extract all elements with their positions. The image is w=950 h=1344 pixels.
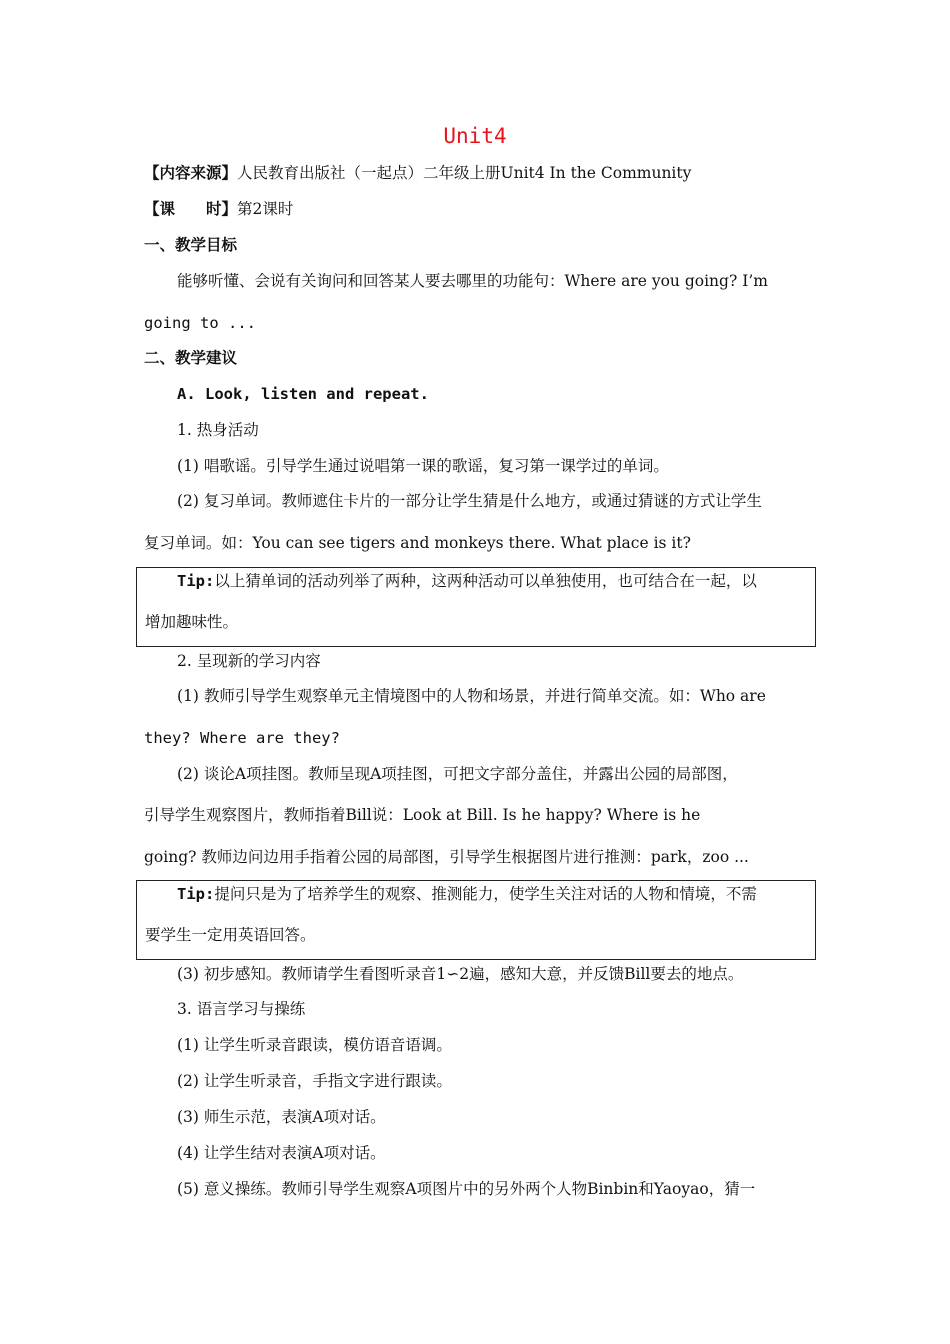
step2-item2-line2: 引导学生观察图片，教师指着Bill说：Look at Bill. Is he happy? Where is he <box>144 806 701 824</box>
period-line <box>144 199 293 219</box>
period-label: 【课 时】 <box>144 199 238 218</box>
source-label: 【内容来源】 <box>144 163 238 182</box>
tip2-line2: 要学生一定用英语回答。 <box>145 926 316 944</box>
tip1-line1 <box>177 571 757 591</box>
step3-title: 3. 语言学习与操练 <box>177 1000 306 1018</box>
period-text: 第2课时 <box>237 200 294 218</box>
tip2-label: Tip: <box>177 885 215 903</box>
step3-item4: (4) 让学生结对表演A项对话。 <box>177 1144 386 1162</box>
step3-item1: (1) 让学生听录音跟读，模仿语音语调。 <box>177 1036 452 1054</box>
goal-line-2: going to ... <box>144 314 256 332</box>
step1-item2-line2: 复习单词。如：You can see tigers and monkeys there. What place is it? <box>144 534 691 552</box>
step3-item5: (5) 意义操练。教师引导学生观察A项图片中的另外两个人物Binbin和Yaoyao，猜一 <box>177 1180 756 1198</box>
source-text: 人民教育出版社（一起点）二年级上册Unit4 In the Community <box>237 164 692 182</box>
tip1-label: Tip: <box>177 572 215 590</box>
step3-item3: (3) 师生示范，表演A项对话。 <box>177 1108 386 1126</box>
step1-item2-line1: (2) 复习单词。教师遮住卡片的一部分让学生猜是什么地方，或通过猜谜的方式让学生 <box>177 492 762 510</box>
step1-title: 1. 热身活动 <box>177 421 259 439</box>
step3-item2: (2) 让学生听录音，手指文字进行跟读。 <box>177 1072 452 1090</box>
step2-item2-line1: (2) 谈论A项挂图。教师呈现A项挂图，可把文字部分盖住，并露出公园的局部图， <box>177 765 738 783</box>
step2-item2-line3: going? 教师边问边用手指着公园的局部图，引导学生根据图片进行推测：park，zoo ... <box>144 848 749 866</box>
tip-box-2 <box>136 880 816 960</box>
tip-box-1 <box>136 567 816 647</box>
document-title: Unit4 <box>443 124 507 148</box>
step2-item3: (3) 初步感知。教师请学生看图听录音1∽2遍，感知大意，并反馈Bill要去的地点。 <box>177 965 744 983</box>
step2-item1-line1: (1) 教师引导学生观察单元主情境图中的人物和场景，并进行简单交流。如：Who are <box>177 687 766 705</box>
tip1-text: 以上猜单词的活动列举了两种，这两种活动可以单独使用，也可结合在一起，以 <box>214 572 757 590</box>
step2-item1-line2: they? Where are they? <box>144 729 340 747</box>
source-line <box>144 163 691 183</box>
section1-heading: 一、教学目标 <box>144 235 238 254</box>
tip2-line1 <box>177 884 757 904</box>
step1-item1: (1) 唱歌谣。引导学生通过说唱第一课的歌谣，复习第一课学过的单词。 <box>177 457 669 475</box>
part-a-heading: A. Look, listen and repeat. <box>177 385 429 403</box>
tip2-text: 提问只是为了培养学生的观察、推测能力，使学生关注对话的人物和情境，不需 <box>214 885 757 903</box>
step2-title: 2. 呈现新的学习内容 <box>177 652 321 670</box>
tip1-line2: 增加趣味性。 <box>145 613 239 631</box>
section2-heading: 二、教学建议 <box>144 348 238 367</box>
goal-line-1: 能够听懂、会说有关询问和回答某人要去哪里的功能句：Where are you going? I’m <box>177 272 768 290</box>
